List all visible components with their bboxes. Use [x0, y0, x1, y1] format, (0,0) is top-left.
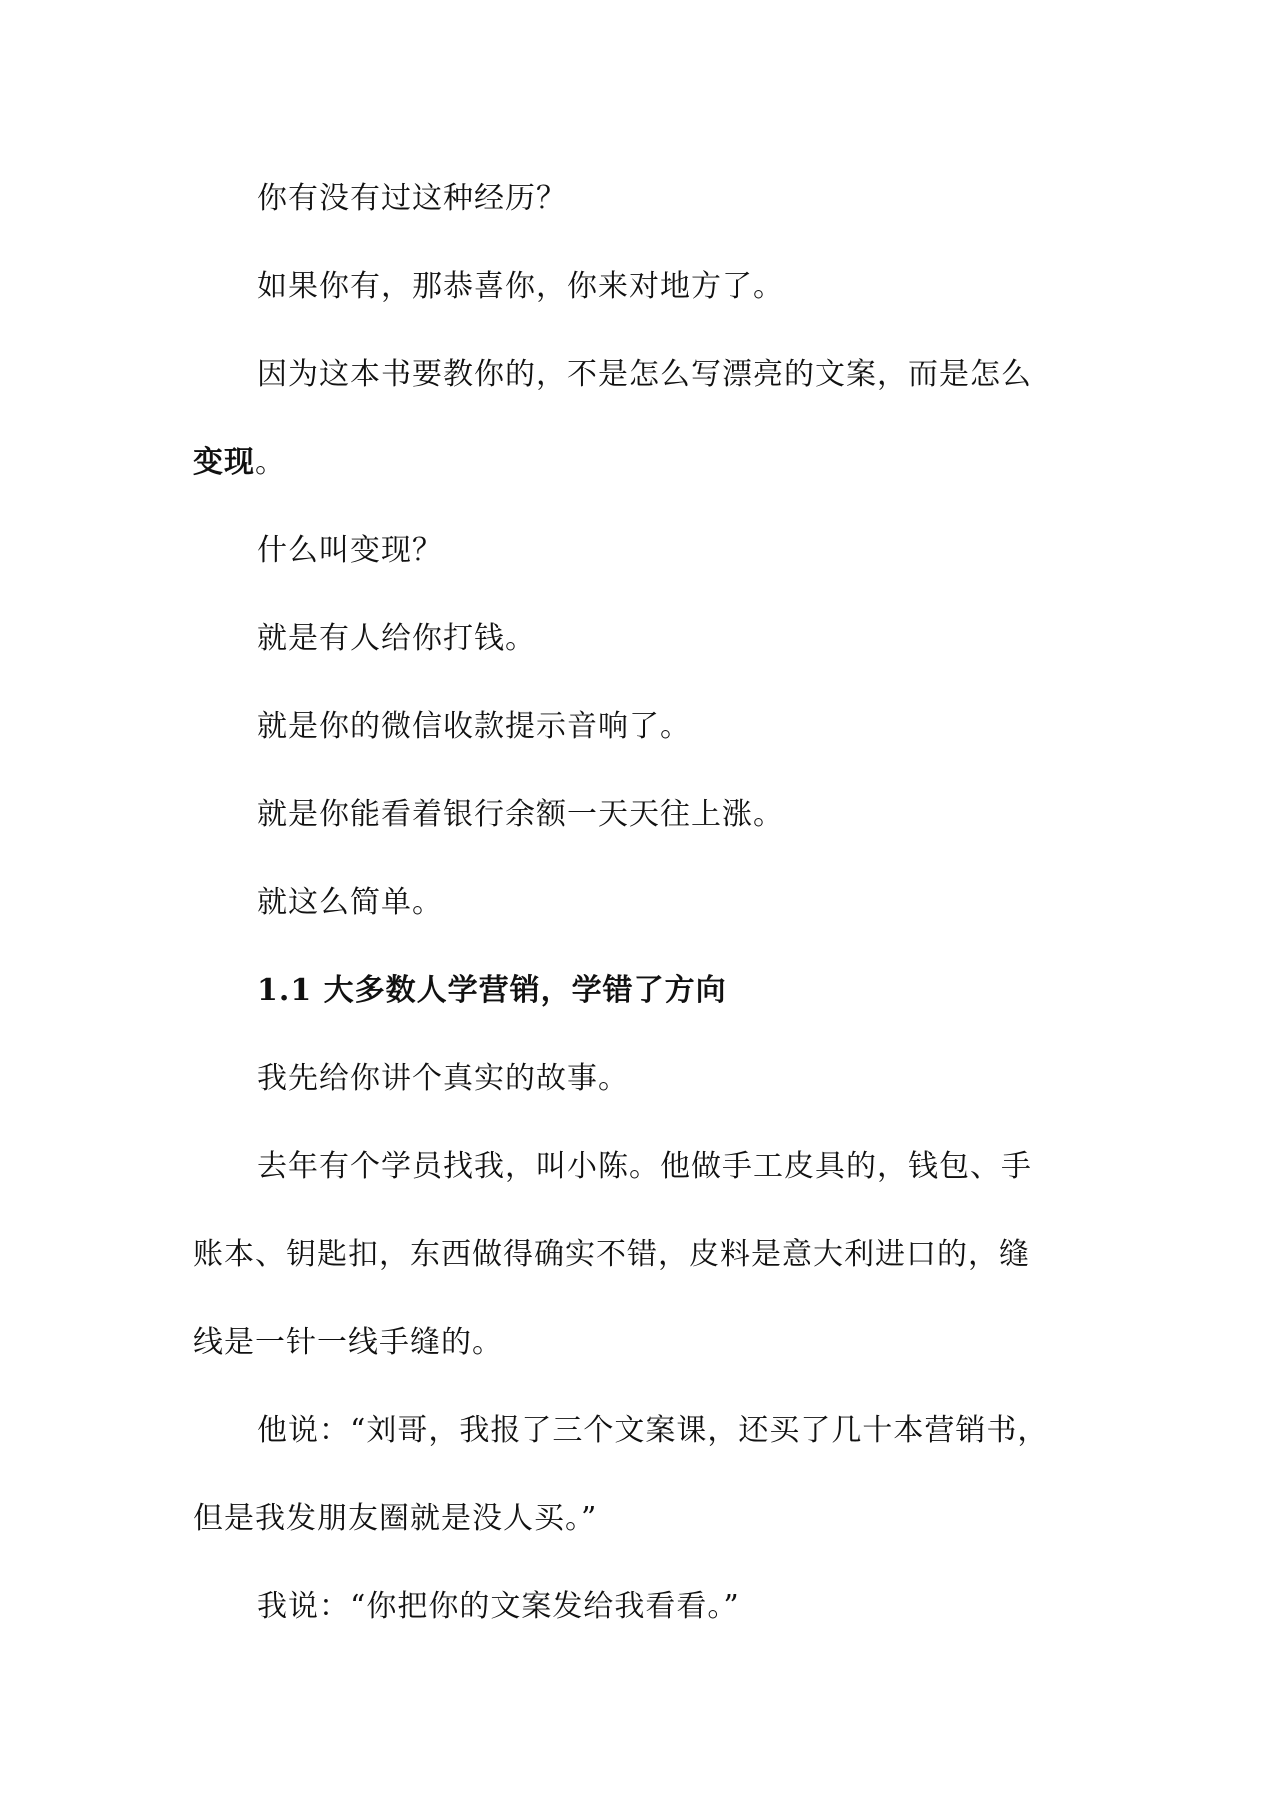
bold-term: 变现 — [193, 445, 255, 480]
paragraph: 就这么简单。 — [257, 885, 443, 920]
paragraph-line: 但是我发朋友圈就是没人买。” — [193, 1501, 598, 1536]
paragraph: 就是你能看着银行余额一天天往上涨。 — [257, 797, 784, 832]
paragraph-line: 线是一针一线手缝的。 — [193, 1325, 503, 1360]
paragraph — [193, 331, 1073, 507]
paragraph-line — [193, 419, 1073, 507]
paragraph: 就是你的微信收款提示音响了。 — [257, 709, 691, 744]
paragraph — [193, 1387, 1073, 1563]
punctuation: 。 — [255, 445, 286, 480]
paragraph — [193, 1123, 1073, 1387]
paragraph: 如果你有，那恭喜你，你来对地方了。 — [257, 269, 784, 304]
paragraph-line: 去年有个学员找我，叫小陈。他做手工皮具的，钱包、手 — [257, 1149, 1032, 1184]
paragraph-line: 账本、钥匙扣，东西做得确实不错，皮料是意大利进口的，缝 — [193, 1237, 1030, 1272]
paragraph: 我说：“你把你的文案发给我看看。” — [257, 1589, 740, 1624]
paragraph-line: 他说：“刘哥，我报了三个文案课，还买了几十本营销书， — [257, 1413, 1049, 1448]
paragraph: 什么叫变现？ — [257, 533, 443, 568]
paragraph: 我先给你讲个真实的故事。 — [257, 1061, 629, 1096]
paragraph-line: 因为这本书要教你的，不是怎么写漂亮的文案，而是怎么 — [257, 357, 1032, 392]
paragraph: 你有没有过这种经历？ — [257, 181, 567, 216]
section-heading: 1.1 大多数人学营销，学错了方向 — [257, 973, 727, 1008]
paragraph: 就是有人给你打钱。 — [257, 621, 536, 656]
